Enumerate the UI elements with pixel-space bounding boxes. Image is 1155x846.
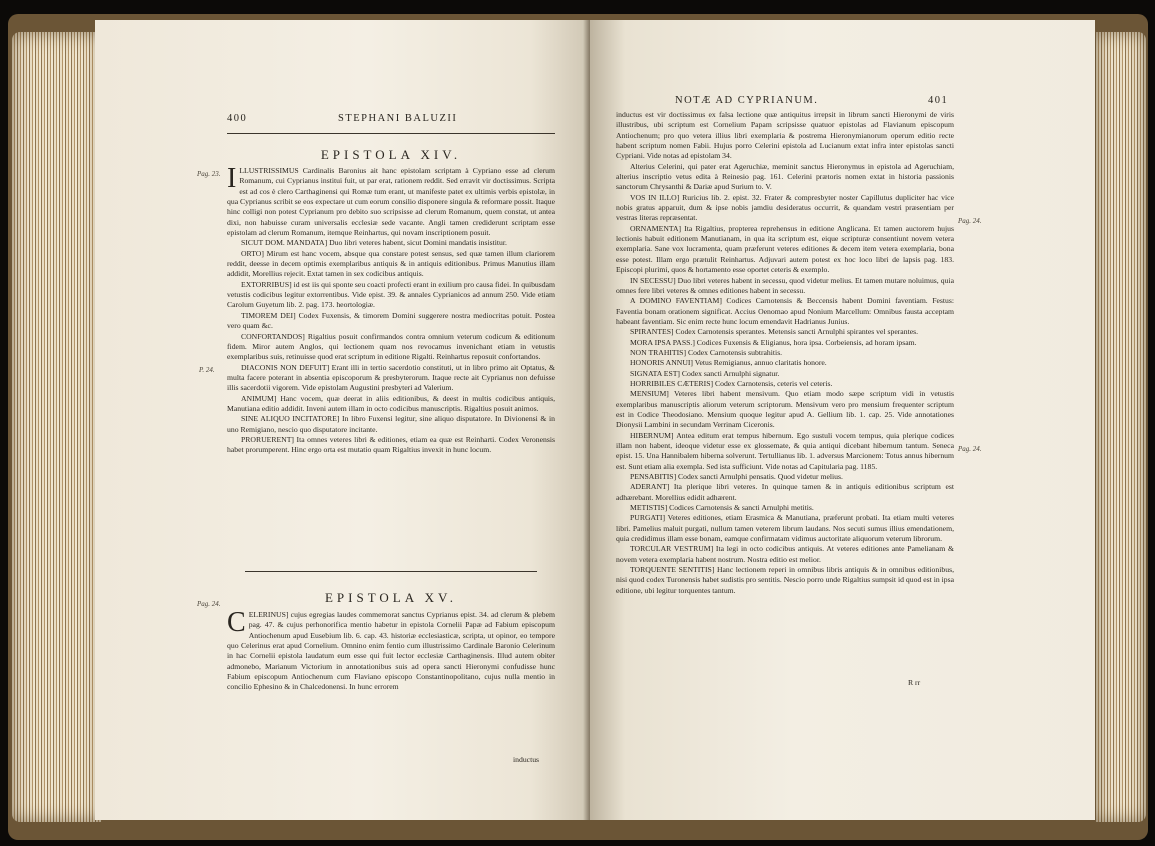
note-paragraph: EXTORRIBUS] id est iis qui sponte seu coacti profecti erant in exilium pro causa fidei. In quibusdam vetustis codicibus legitur extorrentibus. Vide epist. 39. & annales Cyprianicos ad annum 250. Vide etiam Carolum Guyetum lib. 2. pag. 173. heortologiæ. xyxy=(227,279,555,310)
note-paragraph: ADERANT] Ita plerique libri veteres. In quinque tamen & in antiquis editionibus scriptum est adhærebant. Morellius edidit adhærent. xyxy=(616,482,954,502)
margin-note: Pag. 24. xyxy=(958,445,982,453)
right-running-head: NOTÆ AD CYPRIANUM. xyxy=(675,95,819,106)
section-rule xyxy=(245,571,537,572)
drop-initial: I xyxy=(227,163,237,194)
note-paragraph: ILLUSTRISSIMUS Cardinalis Baronius ait hanc epistolam scriptam à Cypriano esse ad clerum Romanum, cui Cyprianus institui fuit, ut par erat, rationem reddit. Sed erravit vir doctissimus. Scripta est ad cos è clero Carthaginensi qui Romæ tum erant, ut manifeste patet ex ultimis verbis epistolæ, in qua Cyprianus scribit se eos expectare ut cum eorum consilio disponere singula & reformare possit. Itaque hinc colligi non potest Cyprianum pro debito suo scripsisse ad clerum Romanum, quem constat, ut antea dixi, non habuisse curam universalis ecclesiæ sede vacante. Angli tamen crediderunt scriptam esse epistolam ad clerum Romanum, itemque Reinhartus, qui novam inscriptionem posuit. xyxy=(227,163,555,238)
note-paragraph: SPIRANTES] Codex Carnotensis sperantes. Metensis sancti Arnulphi spirantes vel sperantes. xyxy=(630,327,919,337)
note-paragraph: TORQUENTE SENTITIS] Hanc lectionem reperi in omnibus libris antiquis & in omnibus editionibus, nisi quod codex Turonensis habet sudistis pro sentitis. Nescio porro unde Rigaltius sumpsit id quod est in ipsa editione, ubi legitur torquentes tantum. xyxy=(616,565,954,595)
note-paragraph: VOS IN ILLO] Ruricius lib. 2. epist. 32. Frater & compresbyter noster Capillutus dupliciter hac vice nobis gratus apparuit, dum & ipse nobis jamdiu desideratus occurrit, & quandam vestri præsentiam per vestras literas repræsentat. xyxy=(616,192,954,223)
epistola-xv-notes xyxy=(227,607,555,693)
margin-note: Pag. 24. xyxy=(958,217,982,225)
margin-note: Pag. 24. xyxy=(197,600,221,608)
note-paragraph: ORNAMENTA] Ita Rigaltius, propterea reprehensus in editione Anglicana. Et tamen auctorem hujus lectionis habuit editionem Manutianam, in qua ita scriptum est, eique scripturæ consentiunt novem vetera exemplaria. Sane vox lucramenta, quam præferunt veteres editiones & decem item vetera exemplaria, bona esse potest. Illam ergo prætulit Reinhartus. Adjuvari autem potest ex hoc loco libri de lapsis pag. 183. Episcopi plurimi, quos & hortamento esse oportet ceteris & exemplo. xyxy=(616,223,954,275)
note-paragraph: ORTO] Mirum est hanc vocem, absque qua constare potest sensus, sed quæ tamen illum clariorem reddit, deesse in decem optimis exemplaribus antiquis & in antiquis editionibus. Primus Manutius illam addidit, Morellius rejecit. Extat tamen in sex codicibus antiquis. xyxy=(227,248,555,279)
epistola-xiv-title: EPISTOLA XIV. xyxy=(320,147,462,162)
note-paragraph: IN SECESSU] Duo libri veteres habent in secessu, quod videtur melius. Et tamen mutare noluimus, quia omnes fere libri veteres & omnes editiones habent in secessu. xyxy=(616,275,954,295)
header-rule xyxy=(227,133,555,134)
note-paragraph: MENSIUM] Veteres libri habent mensivum. Quo etiam modo sæpe scriptum vidi in vetustis exemplaribus manuscriptis aliorum veterum scriptorum. Mensivum vero pro mensium frequenter scriptum est in Codice Theodosiano. Mensium quoque legitur apud A. Gellium lib. 1. cap. 25. Vide annotationes Dionysii Lambini in secundam Verrinam Ciceronis. xyxy=(616,389,954,430)
left-page xyxy=(95,20,590,820)
note-paragraph: CONFORTANDOS] Rigaltius posuit confirmandos contra omnium veterum codicum & editionum fidem. Miror autem Anglos, qui lectionem quam nos revocamus invenichant etiam in vetustis exemplaribus suis, retinuisse quod erat scriptum in editione Rigalti. Reinhartus reposuit confortandos. xyxy=(227,331,555,362)
note-paragraph: A DOMINO FAVENTIAM] Codices Carnotensis & Beccensis habent Domini faventiam. Festus: Faventia bonam orationem significat. Accius Oenomao apud Nonium Marcellum: Omnibus fausta acceptam habeant faventiam. Sic enim recte hunc locum emendavit Hadrianus Junius. xyxy=(616,296,954,326)
margin-note: P. 24. xyxy=(199,366,215,374)
right-page-edges xyxy=(1096,32,1146,822)
note-paragraph: TORCULAR VESTRUM] Ita legi in octo codicibus antiquis. At veteres editiones ante Pamelianam & novem vetera exemplaria habent nostrum. Nostra editio est melior. xyxy=(616,544,954,564)
note-paragraph: HONORIS ANNUI] Vetus Remigianus, annuo claritatis honore. xyxy=(630,358,827,368)
right-page-notes xyxy=(616,110,954,596)
note-paragraph: ANIMUM] Hanc vocem, quæ deerat in aliis editionibus, & deest in multis codicibus antiquis, Manutiana editio addidit. Inveni autem illam in octo codicibus manuscriptis. Rigaltius posuit animos. xyxy=(227,393,555,413)
left-page-number: 400 xyxy=(227,113,248,124)
epistola-xiv-notes xyxy=(227,163,555,456)
right-page xyxy=(590,20,1095,820)
note-paragraph: SICUT DOM. MANDATA] Duo libri veteres habent, sicut Domini mandatis insistitur. xyxy=(241,238,507,248)
note-paragraph: SINE ALIQUO INCITATORE] In libro Fuxensi legitur, sine aliquo disputatore. In Divionensi & in uno Remigiano, nescio quo disputatore incitante. xyxy=(227,414,555,434)
note-paragraph: DIACONIS NON DEFUIT] Erant illi in tertio sacerdotio constituti, ut in libro primo ait Optatus, & multa facere poterant in absentia episcoporum & presbyterorum. Itaque recte ait Cyprianus non defuisse illis sacerdotii vigorem. Vide epistolam Augustini presbyteri ad Valerium. xyxy=(227,362,555,393)
drop-initial: C xyxy=(227,607,246,638)
note-paragraph: MORA IPSA PASS.] Codices Fuxensis & Eligianus, hora ipsa. Corbeiensis, ad horam ipsam. xyxy=(630,337,917,347)
note-paragraph: METISTIS] Codices Carnotensis & sancti Arnulphi metitis. xyxy=(630,503,814,513)
epistola-xv-title: EPISTOLA XV. xyxy=(324,590,458,605)
note-paragraph: inductus est vir doctissimus ex falsa lectione quæ antiquitus irrepsit in librum sancti Hieronymi de viris illustribus, ubi scriptum est Cornelium Papam scripsisse quatuor epistolas ad Flavianum episcopum Antiochenum; pro quo vetera illius libri exemplaria & postrema Hieronymianorum operum editio recte habent scriptum nomen Fabii. Hujus porro Celerini epistola ad Lucianum extat infra inter epistolas sancti Cypriani. Vide notas ad epistolam 34. xyxy=(616,110,954,161)
note-paragraph: HIBERNUM] Antea editum erat tempus hibernum. Ego sustuli vocem tempus, quia plerique codices illam non habent, ideoque videtur esse ex glossemate, & quia antiqui dicebant hibernum tantum. Seneca epist. 15. Una Hannibalem hiberna solverunt. Tertullianus lib. 1. adversus Marcionem: Totus annus hibernum est. Sunt etiam alia exempla. Sed ista sufficiunt. Vide notas ad Capitularia pag. 1185. xyxy=(616,430,954,471)
note-paragraph: PURGATI] Veteres editiones, etiam Erasmica & Manutiana, præferunt probati. Ita etiam multi veteres libri. Pamelius maluit purgati, nullum tamen veterem librum laudans. Nos secuti sumus illius emendationem, quia credidimus illam esse bonam, eamque confirmatam vidimus auctoritate aliquorum veterum librorum. xyxy=(616,513,954,544)
note-paragraph: PENSABITIS] Codex sancti Arnulphi pensatis. Quod videtur melius. xyxy=(630,472,843,482)
note-paragraph: SIGNATA EST] Codex sancti Arnulphi signatur. xyxy=(630,368,780,378)
signature-mark: R rr xyxy=(908,678,921,687)
note-paragraph: HORRIBILES CÆTERIS] Codex Carnotensis, ceteris vel ceteris. xyxy=(630,378,833,388)
note-paragraph: PRORUERENT] Ita omnes veteres libri & editiones, etiam ea quæ est Reinharti. Codex Veronensis habet prorumperent. Hinc ergo orta est mutatio quam Rigaltius invexit in hunc locum. xyxy=(227,434,555,455)
note-paragraph: Alterius Celerini, qui pater erat Ageruchiæ, meminit sanctus Hieronymus in epistola ad Ageruchiam, alterius inscriptio vetus edita à Reinesio pag. 161. Celerini prætoris nomen extat in historia passionis sanctorum Chrysanthi & Dariæ apud Surium to. V. xyxy=(616,161,954,192)
left-running-head: STEPHANI BALUZII xyxy=(338,113,458,124)
note-paragraph: NON TRAHITIS] Codex Carnotensis subtrahitis. xyxy=(630,347,783,357)
right-page-number: 401 xyxy=(928,95,949,106)
note-paragraph: CELERINUS] cujus egregias laudes commemorat sanctus Cyprianus epist. 34. ad clerum & plebem pag. 47. & cujus perhonorifica mentio habetur in epistola Cornelii Papæ ad Fabium episcopum Antiochenum apud Eusebium lib. 6. cap. 43. historiæ ecclesiasticæ, scripta, ut opinor, eo tempore quo Celerinus erat apud Cornelium. Omnino enim fentio cum illustrissimo Cardinale Baronio Celerinum in hac Cornelii epistola laudatum eum esse qui fuit lector ecclesiæ Carthaginensis. Illud autem obiter admonebo, Marianum Victorium in annotationibus suis ad opera sancti Hieronymi confudisse hunc Fabium episcopum Antiochenum cum Flaviano episcopo Constantinopolitano, cujus nulla mentio in concilio Ephesino & in Chalcedonensi. In hunc errorem xyxy=(227,607,555,692)
catchword: inductus xyxy=(513,755,540,764)
note-paragraph: TIMOREM DEI] Codex Fuxensis, & timorem Domini suggerere nostra mediocritas potuit. Postea vero quam &c. xyxy=(227,310,555,331)
margin-note: Pag. 23. xyxy=(197,170,221,178)
left-page-edges xyxy=(12,32,102,822)
